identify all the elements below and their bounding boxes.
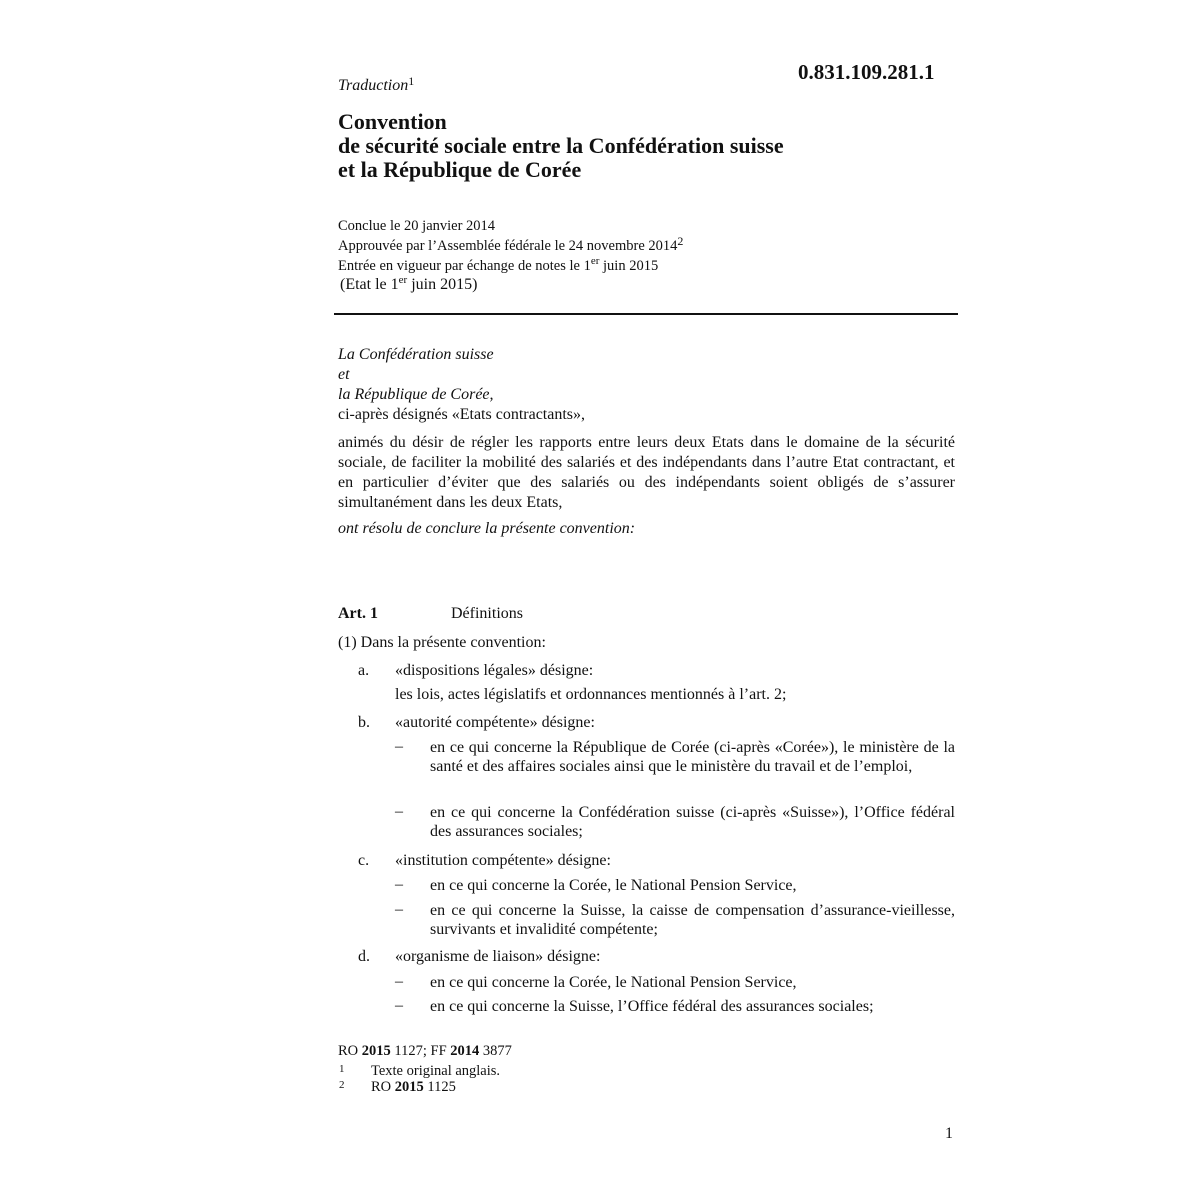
page-number: 1	[945, 1125, 953, 1142]
item-c-dash-2: en ce qui concerne la Suisse, la caisse de compensation d’assurance-vieillesse, survivants et invalidité compétente;	[430, 902, 955, 938]
dash-b-1: –	[395, 738, 403, 755]
entry-suffix: juin 2015	[599, 258, 659, 274]
approved-text: Approuvée par l’Assemblée fédérale le 24 novembre 2014	[338, 238, 678, 254]
state-suffix: juin 2015)	[407, 276, 478, 293]
footnote-ref-1[interactable]: 1	[408, 74, 415, 88]
title-line-2: de sécurité sociale entre la Confédération suisse	[338, 133, 784, 158]
item-term-a: «dispositions légales» désigne:	[395, 662, 594, 679]
party-conjunction: et	[338, 366, 350, 383]
item-letter-b: b.	[358, 714, 370, 731]
ro-prefix: RO	[338, 1043, 362, 1059]
designation: ci-après désignés «Etats contractants»,	[338, 406, 586, 423]
item-letter-d: d.	[358, 948, 370, 965]
ro-year: 2015	[361, 1043, 391, 1059]
entry-into-force	[338, 254, 683, 274]
state-date	[340, 274, 477, 294]
footnote-number-1: 1	[339, 1063, 345, 1075]
footnote-number-2: 2	[339, 1079, 345, 1091]
state-sup: er	[398, 274, 408, 286]
document-metadata	[338, 219, 683, 274]
item-d-dash-1: en ce qui concerne la Corée, le National Pension Service,	[430, 974, 797, 991]
contracting-parties	[338, 345, 585, 425]
paragraph-1: (1) Dans la présente convention:	[338, 634, 546, 651]
entry-sup: er	[590, 255, 600, 267]
ff-page: 3877	[479, 1043, 512, 1059]
fn2-page: 1125	[423, 1079, 456, 1095]
dash-d-1: –	[395, 973, 403, 990]
official-compilation-reference	[338, 1043, 512, 1060]
dash-b-2: –	[395, 803, 403, 820]
title-line-1: Convention	[338, 109, 447, 134]
document-title	[338, 110, 784, 182]
item-term-b: «autorité compétente» désigne:	[395, 714, 595, 731]
footnote-text-2	[371, 1079, 456, 1096]
entry-prefix: Entrée en vigueur par échange de notes le 1	[338, 258, 591, 274]
approved-date	[338, 234, 683, 254]
item-letter-a: a.	[358, 662, 370, 679]
preamble-body: animés du désir de régler les rapports entre leurs deux Etats dans le domaine de la sécurité sociale, de faciliter la mobilité des salariés et des indépendants dans l’autre Etat contractant, et en particulier d’éviter que des salariés ou des indépendants soient obligés de s’assurer simultanément dans les deux Etats,	[338, 434, 955, 511]
item-b-dash-2: en ce qui concerne la Confédération suisse (ci-après «Suisse»), l’Office fédéral des assurances sociales;	[430, 804, 955, 840]
concluded-date: Conclue le 20 janvier 2014	[338, 218, 496, 234]
ro-mid: 1127; FF	[390, 1043, 451, 1059]
footnote-ref-2[interactable]: 2	[677, 234, 684, 248]
ff-year: 2014	[450, 1043, 480, 1059]
item-c-dash-1: en ce qui concerne la Corée, le National Pension Service,	[430, 877, 797, 894]
footnote-text-1: Texte original anglais.	[371, 1063, 501, 1079]
translation-label-text: Traduction	[338, 77, 409, 94]
article-heading: Définitions	[451, 605, 523, 622]
fn2-year: 2015	[394, 1079, 424, 1095]
dash-c-2: –	[395, 901, 403, 918]
item-term-d: «organisme de liaison» désigne:	[395, 948, 601, 965]
item-term-c: «institution compétente» désigne:	[395, 852, 611, 869]
party-switzerland: La Confédération suisse	[338, 346, 494, 363]
title-line-3: et la République de Corée	[338, 157, 582, 182]
resolution-clause: ont résolu de conclure la présente convention:	[338, 520, 636, 537]
item-b-dash-1: en ce qui concerne la République de Corée (ci-après «Corée»), le ministère de la santé et des affaires sociales ainsi que le ministère du travail et de l’emploi,	[430, 739, 955, 775]
state-prefix: (Etat le 1	[340, 276, 399, 293]
item-letter-c: c.	[358, 852, 370, 869]
dash-d-2: –	[395, 997, 403, 1014]
article-number: Art. 1	[338, 605, 378, 622]
party-korea: la République de Corée,	[338, 386, 494, 403]
document-number: 0.831.109.281.1	[798, 60, 935, 84]
header-divider	[334, 313, 958, 315]
item-d-dash-2: en ce qui concerne la Suisse, l’Office fédéral des assurances sociales;	[430, 998, 874, 1015]
fn2-prefix: RO	[371, 1079, 395, 1095]
item-text-a: les lois, actes législatifs et ordonnances mentionnés à l’art. 2;	[395, 686, 787, 703]
translation-label	[338, 74, 414, 95]
dash-c-1: –	[395, 876, 403, 893]
